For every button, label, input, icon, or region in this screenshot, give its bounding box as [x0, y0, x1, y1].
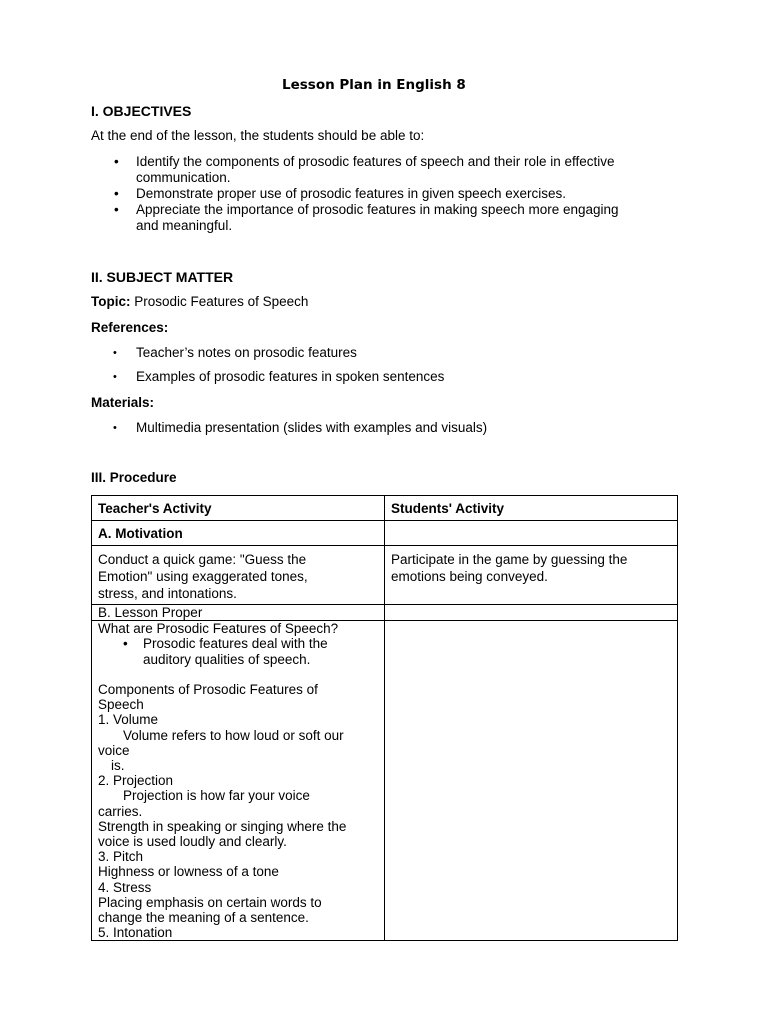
list-item: • Teacher’s notes on prosodic features — [113, 345, 357, 360]
motivation-label: A. Motivation — [92, 521, 385, 546]
references-list — [113, 345, 445, 385]
table-header-teacher: Teacher's Activity — [92, 496, 385, 521]
bullet-icon: • — [123, 636, 128, 652]
materials-label: Materials: — [91, 395, 155, 410]
lesson-proper-teacher-cell: What are Prosodic Features of Speech? • Prosodic features deal with the auditory qualities of speech. Components of Prosodic Features of Speech 1. Volume Volume refers to how loud or soft our voice is. 2. Projection Projection is how far your voice carries. Strength in speaking or singing where the voice is used loudly and clearly. 3. Pitch Highness or lowness of a tone 4. Stress Placing emphasis on certain words to change the meaning of a sentence. 5. Intonation — [92, 621, 385, 941]
list-item: • Multimedia presentation (slides with examples and visuals) — [113, 420, 488, 435]
references-label: References: — [91, 320, 169, 335]
materials-list — [113, 420, 488, 436]
table-cell-empty — [385, 605, 678, 621]
objectives-heading: I. OBJECTIVES — [91, 103, 192, 119]
motivation-students-cell: Participate in the game by guessing the emotions being conveyed. — [385, 546, 678, 605]
lesson-proper-students-cell — [385, 621, 678, 941]
page-title: Lesson Plan in English 8 — [282, 77, 466, 93]
topic-line — [91, 294, 308, 309]
lesson-proper-label: B. Lesson Proper — [92, 605, 385, 621]
topic-value: Prosodic Features of Speech — [134, 294, 309, 309]
objectives-list — [114, 154, 619, 234]
table-cell-empty — [385, 521, 678, 546]
list-item: • Appreciate the importance of prosodic features in making speech more engaging and meaningful. — [114, 202, 619, 233]
subject-matter-heading: II. SUBJECT MATTER — [91, 269, 234, 285]
procedure-table — [91, 495, 678, 941]
objectives-intro: At the end of the lesson, the students should be able to: — [91, 128, 425, 143]
table-row — [92, 521, 678, 546]
list-item: • Identify the components of prosodic features of speech and their role in effective communication. — [114, 154, 615, 185]
table-row — [92, 546, 678, 605]
bullet-icon: • — [114, 154, 119, 169]
motivation-teacher-cell: Conduct a quick game: "Guess the Emotion" using exaggerated tones, stress, and intonations. — [92, 546, 385, 605]
table-row — [92, 621, 678, 941]
bullet-icon: • — [113, 371, 117, 383]
bullet-icon: • — [113, 347, 117, 359]
list-item: • Examples of prosodic features in spoken sentences — [113, 369, 445, 384]
table-row — [92, 496, 678, 521]
table-row — [92, 605, 678, 621]
bullet-icon: • — [113, 422, 117, 434]
bullet-icon: • — [114, 186, 119, 201]
topic-label: Topic: — [91, 294, 131, 309]
table-header-students: Students' Activity — [385, 496, 678, 521]
list-item: • Prosodic features deal with the auditory qualities of speech. — [123, 636, 328, 667]
bullet-icon: • — [114, 202, 119, 217]
procedure-heading: III. Procedure — [91, 470, 177, 485]
list-item: • Demonstrate proper use of prosodic features in given speech exercises. — [114, 186, 566, 201]
